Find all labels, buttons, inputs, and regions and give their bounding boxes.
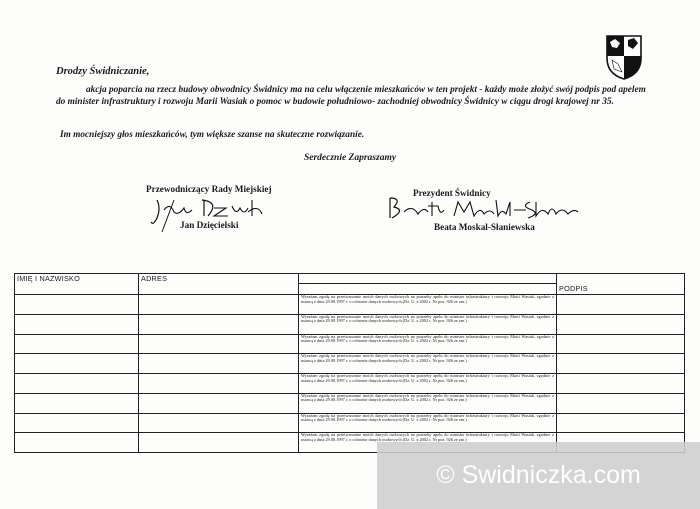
name-cell [15,354,139,374]
address-cell [139,334,299,354]
column-header-address: ADRES [139,274,299,295]
signatory-right-title: Prezydent Świdnicy [413,188,491,198]
name-cell [15,314,139,334]
name-cell [15,295,139,315]
column-header-name: IMIĘ I NAZWISKO [15,274,139,295]
consent-cell: Wyrażam zgodę na przetwarzanie moich danych osobowych na potrzeby apelu do minister infrastruktury i rozwoju Marii Wasiak, zgodnie z ustawą z dnia 29.08.1997 r. o ochronie danych osobowych (Dz. U. z 2002 r. Nr poz. 926 ze zm.) [299,354,557,374]
signature-entry-row [15,413,685,433]
header-blank-cell [299,274,557,284]
consent-cell: Wyrażam zgodę na przetwarzanie moich danych osobowych na potrzeby apelu do minister infrastruktury i rozwoju Marii Wasiak, zgodnie z ustawą z dnia 29.08.1997 r. o ochronie danych osobowych (Dz. U. z 2002 r. Nr poz. 926 ze zm.) [299,295,557,315]
name-cell [15,433,139,453]
name-cell [15,393,139,413]
consent-cell: Wyrażam zgodę na przetwarzanie moich danych osobowych na potrzeby apelu do minister infrastruktury i rozwoju Marii Wasiak, zgodnie z ustawą z dnia 29.08.1997 r. o ochronie danych osobowych (Dz. U. z 2002 r. Nr poz. 926 ze zm.) [299,334,557,354]
signatory-left-name: Jan Dzięcielski [180,220,239,230]
signature-cell [557,374,685,394]
signature-entry-row [15,374,685,394]
appeal-paragraph: akcja poparcia na rzecz budowy obwodnicy Świdnicy ma na celu włączenie mieszkańców w ten projekt - każdy może złożyć swój podpis pod apelem do minister infrastruktury i rozwoju Marii Wasiak o pomoc w budowie południowo- zachodniej obwodnicy Świdnicy w ciągu drogi krajowej nr 35. [56,85,646,107]
address-cell [139,433,299,453]
address-cell [139,354,299,374]
consent-cell: Wyrażam zgodę na przetwarzanie moich danych osobowych na potrzeby apelu do minister infrastruktury i rozwoju Marii Wasiak, zgodnie z ustawą z dnia 29.08.1997 r. o ochronie danych osobowych (Dz. U. z 2002 r. Nr poz. 926 ze zm.) [299,393,557,413]
support-paragraph: Im mocniejszy głos mieszkańców, tym większe szanse na skuteczne rozwiązanie. [60,130,365,140]
signature-cell [557,295,685,315]
signatory-right-name: Beata Moskal-Słaniewska [434,222,535,232]
consent-cell: Wyrażam zgodę na przetwarzanie moich danych osobowych na potrzeby apelu do minister infrastruktury i rozwoju Marii Wasiak, zgodnie z ustawą z dnia 29.08.1997 r. o ochronie danych osobowych (Dz. U. z 2002 r. Nr poz. 926 ze zm.) [299,413,557,433]
signature-cell [557,393,685,413]
signature-entry-row [15,295,685,315]
address-cell [139,393,299,413]
consent-cell: Wyrażam zgodę na przetwarzanie moich danych osobowych na potrzeby apelu do minister infrastruktury i rozwoju Marii Wasiak, zgodnie z ustawą z dnia 29.08.1997 r. o ochronie danych osobowych (Dz. U. z 2002 r. Nr poz. 926 ze zm.) [299,314,557,334]
watermark: © Swidniczka.com [377,442,700,509]
address-cell [139,314,299,334]
name-cell [15,334,139,354]
name-cell [15,413,139,433]
closing-line: Serdecznie Zapraszamy [303,153,397,163]
signature-entry-row [15,314,685,334]
address-cell [139,374,299,394]
signature-cell [557,413,685,433]
signature-cell [557,314,685,334]
column-header-signature: PODPIS [557,284,685,295]
coat-of-arms-icon [604,34,644,80]
consent-cell: Wyrażam zgodę na przetwarzanie moich danych osobowych na potrzeby apelu do minister infrastruktury i rozwoju Marii Wasiak, zgodnie z ustawą z dnia 29.08.1997 r. o ochronie danych osobowych (Dz. U. z 2002 r. Nr poz. 926 ze zm.) [299,374,557,394]
signature-entry-row [15,334,685,354]
signature-entry-row [15,393,685,413]
signature-cell [557,334,685,354]
greeting: Drodzy Świdniczanie, [56,66,150,77]
signature-entry-row [15,354,685,374]
name-cell [15,374,139,394]
signature-list-table [14,273,685,453]
signature-cell [557,354,685,374]
signatory-left-title: Przewodniczący Rady Miejskiej [146,184,272,194]
address-cell [139,295,299,315]
consent-cell: Wyrażam zgodę na przetwarzanie moich danych osobowych na potrzeby apelu do minister infrastruktury i rozwoju Marii Wasiak, zgodnie z ustawą z dnia 29.08.1997 r. o ochronie danych osobowych (Dz. U. z 2002 r. Nr poz. 926 ze zm.) [299,433,557,453]
address-cell [139,413,299,433]
